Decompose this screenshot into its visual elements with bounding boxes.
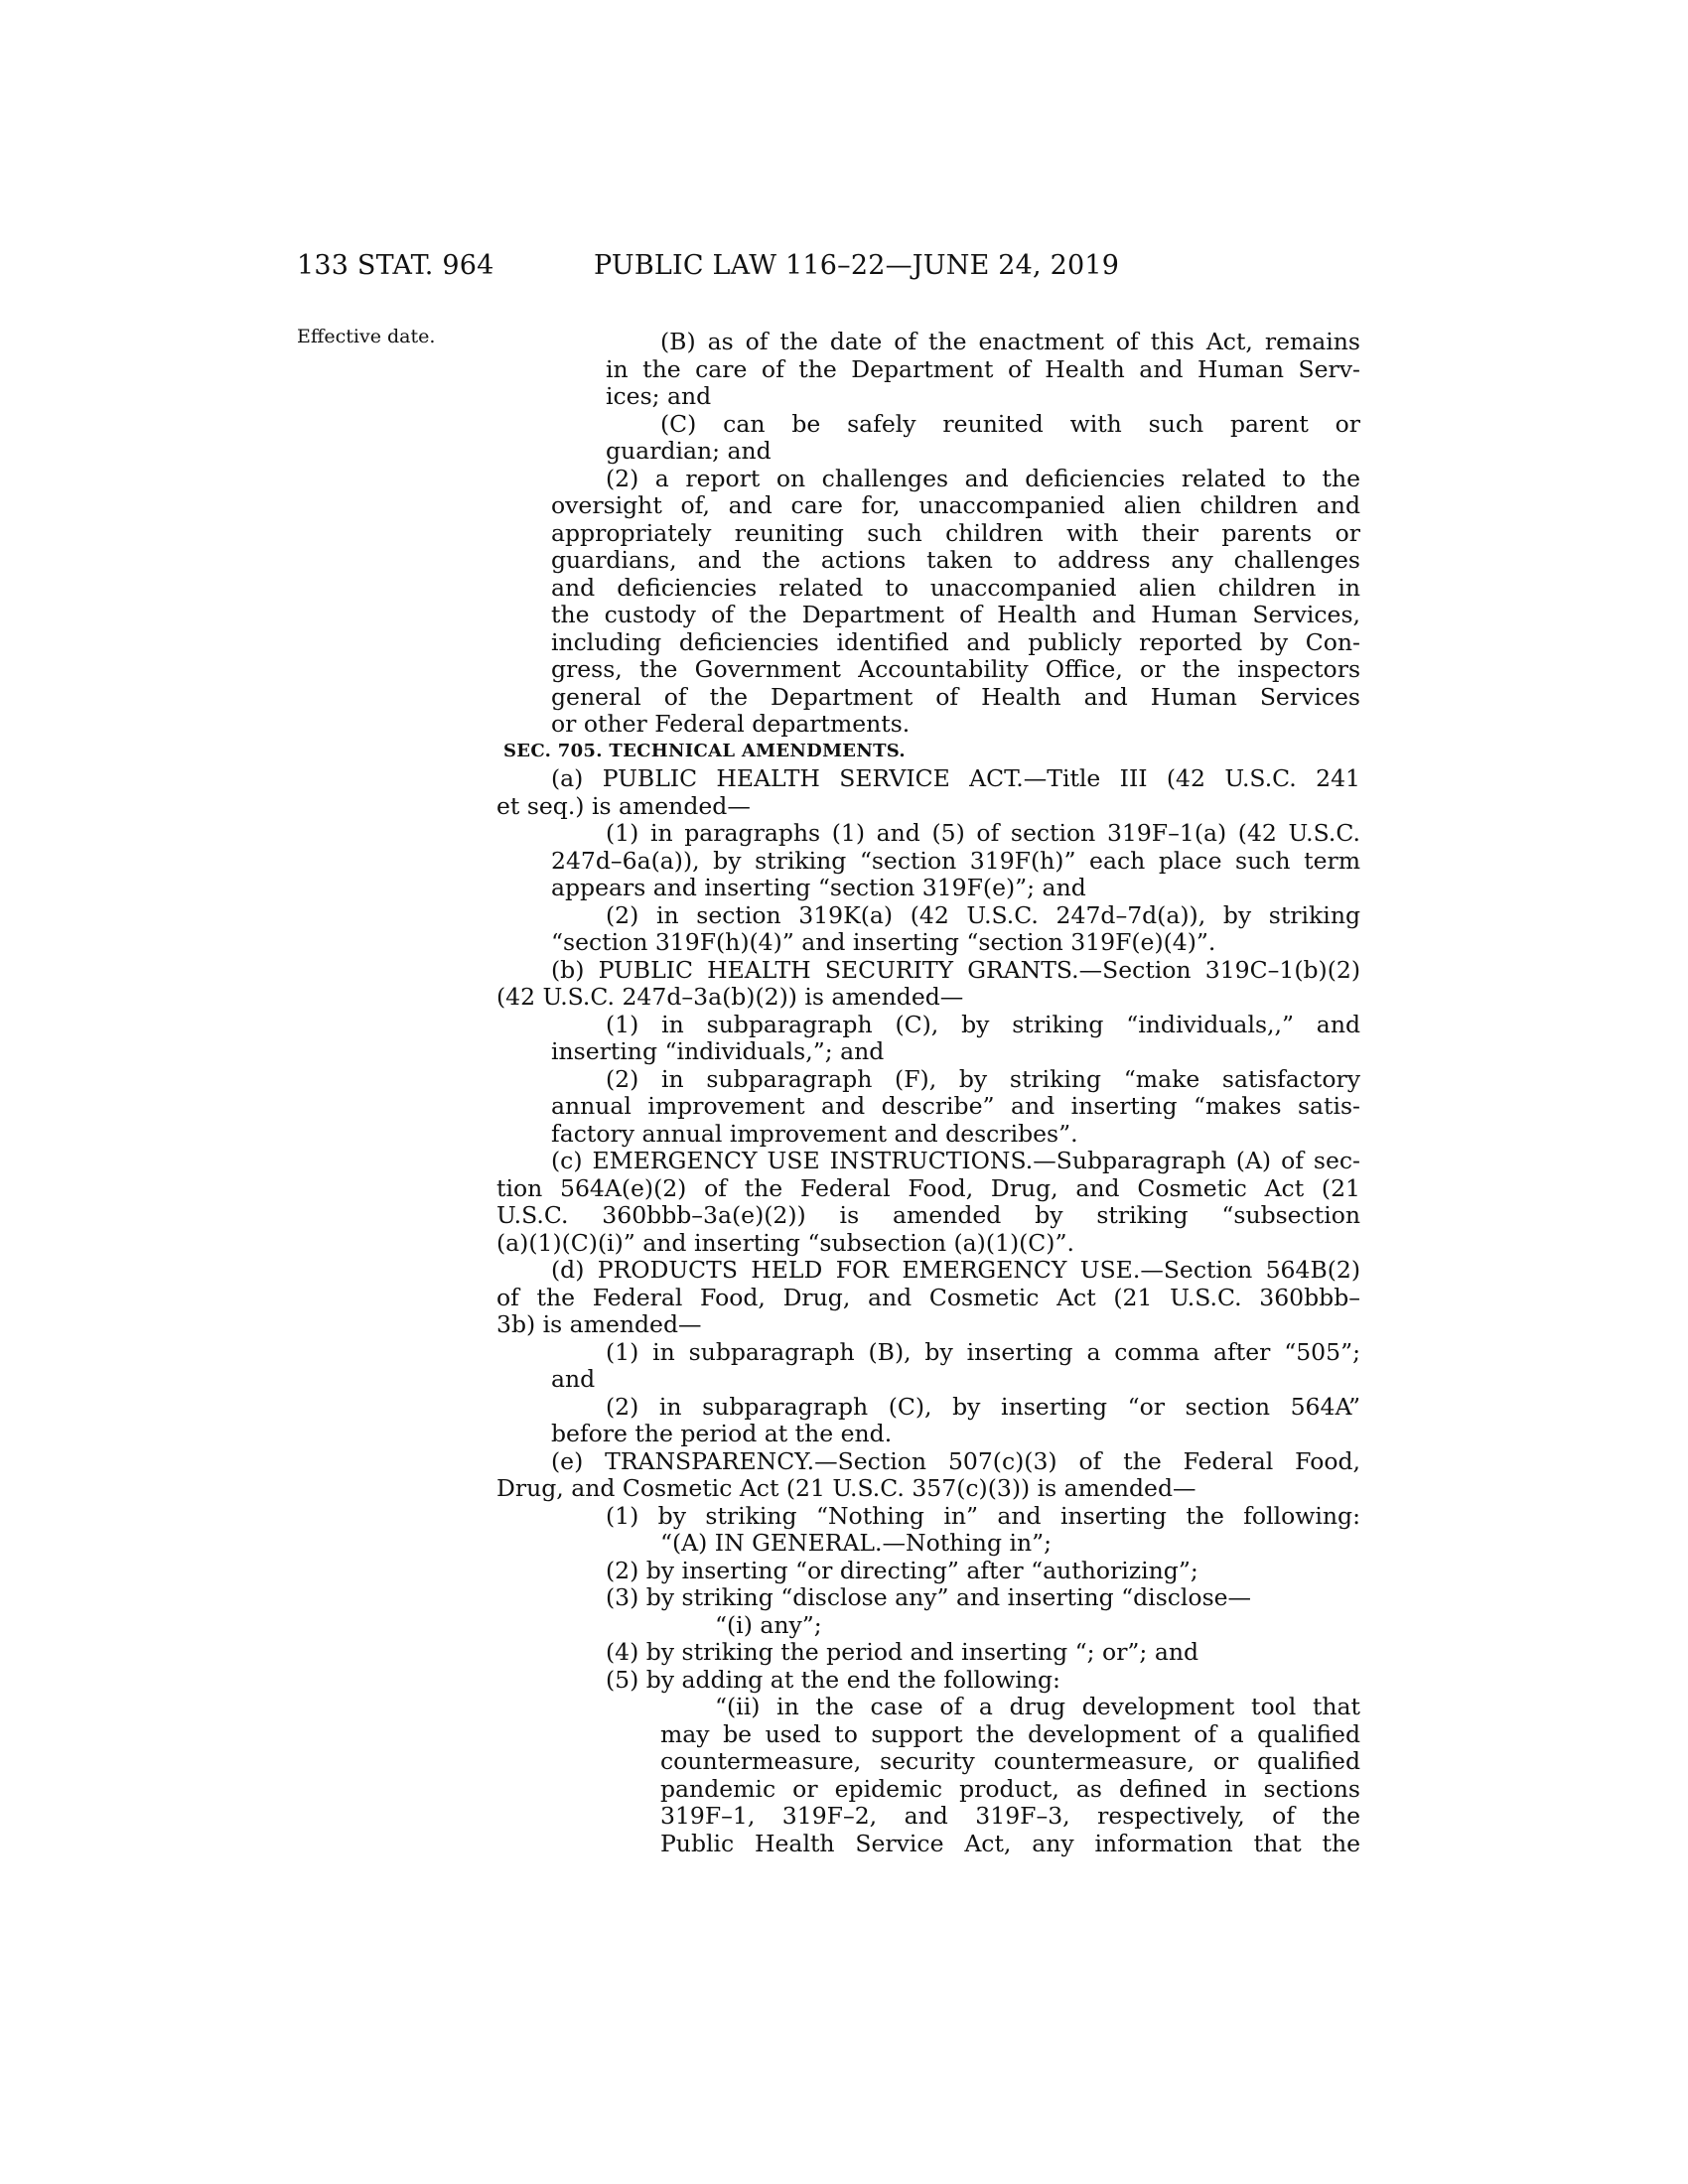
text-line: countermeasure, security countermeasure, or qualified — [660, 1747, 1360, 1775]
text-line: including deficiencies identified and publicly reported by Con- — [551, 627, 1360, 656]
text-line: (a) PUBLIC HEALTH SERVICE ACT.—Title III (42 U.S.C. 241 — [551, 764, 1360, 792]
text-line: (c) EMERGENCY USE INSTRUCTIONS.—Subparagraph (A) of sec- — [551, 1147, 1360, 1174]
text-line: ices; and — [606, 382, 712, 410]
text-line: (2) in subparagraph (C), by inserting “or section 564A” — [606, 1392, 1360, 1421]
text-line: 3b) is amended— — [496, 1310, 702, 1338]
text-line: annual improvement and describe” and inserting “makes satis- — [551, 1092, 1360, 1120]
text-line: (1) by striking “Nothing in” and inserting the following: — [606, 1501, 1360, 1530]
text-line: (B) as of the date of the enactment of this Act, remains — [660, 328, 1360, 355]
heading-smallcaps: PUBLIC HEALTH SERVICE ACT. — [602, 764, 1024, 792]
text-line: inserting “individuals,”; and — [551, 1037, 885, 1065]
text-line: (1) in paragraphs (1) and (5) of section 319F–1(a) (42 U.S.C. — [606, 819, 1360, 847]
heading-smallcaps: TRANSPARENCY. — [605, 1446, 815, 1475]
text-line: and deficiencies related to unaccompanied alien children in — [551, 573, 1360, 602]
page-citation: 133 STAT. 964 — [297, 250, 494, 281]
text-line: Public Health Service Act, any information that the — [660, 1829, 1360, 1857]
heading-smallcaps: PUBLIC HEALTH SECURITY GRANTS. — [598, 955, 1079, 984]
text-line: factory annual improvement and describes”. — [551, 1119, 1078, 1148]
text-line: (42 U.S.C. 247d–3a(b)(2)) is amended— — [496, 983, 964, 1011]
text-line: (1) in subparagraph (B), by inserting a comma after “505”; — [606, 1337, 1360, 1366]
text-line: tion 564A(e)(2) of the Federal Food, Drug, and Cosmetic Act (21 — [496, 1173, 1360, 1202]
text-line: pandemic or epidemic product, as defined in sections — [660, 1774, 1360, 1803]
text-line: (2) in section 319K(a) (42 U.S.C. 247d–7d(a)), by striking — [606, 900, 1360, 929]
text-line: (5) by adding at the end the following: — [606, 1665, 1060, 1694]
heading-smallcaps: PRODUCTS HELD FOR EMERGENCY USE. — [597, 1256, 1141, 1284]
text-line: (e) TRANSPARENCY.—Section 507(c)(3) of the Federal Food, — [551, 1446, 1361, 1475]
text-line: gress, the Government Accountability Office, or the inspectors — [551, 655, 1360, 683]
text-line: (b) PUBLIC HEALTH SECURITY GRANTS.—Section 319C–1(b)(2) — [551, 955, 1360, 984]
text-line: in the care of the Department of Health and Human Serv- — [606, 354, 1360, 383]
text-line: “(A) IN GENERAL.—Nothing in”; — [660, 1529, 1053, 1557]
running-title: PUBLIC LAW 116–22—JUNE 24, 2019 — [594, 250, 1120, 281]
heading-smallcaps: IN GENERAL. — [714, 1529, 883, 1557]
text-line: appears and inserting “section 319F(e)”; and — [551, 874, 1086, 901]
text-line: Drug, and Cosmetic Act (21 U.S.C. 357(c)(3)) is amended— — [496, 1474, 1196, 1502]
text-line: (C) can be safely reunited with such parent or — [660, 409, 1360, 438]
text-line: (1) in subparagraph (C), by striking “individuals,,” and — [606, 1010, 1360, 1038]
text-line: guardians, and the actions taken to address any challenges — [551, 546, 1360, 574]
text-line: (3) by striking “disclose any” and inserting “disclose— — [606, 1583, 1252, 1611]
text-line: the custody of the Department of Health and Human Services, — [551, 601, 1360, 628]
heading-smallcaps: EMERGENCY USE INSTRUCTIONS. — [592, 1147, 1034, 1174]
text-line: and — [551, 1365, 596, 1393]
text-line: “(ii) in the case of a drug development tool that — [715, 1693, 1360, 1720]
text-line: or other Federal departments. — [551, 710, 911, 738]
text-line: (2) by inserting “or directing” after “authorizing”; — [606, 1556, 1198, 1584]
text-line: (2) in subparagraph (F), by striking “make satisfactory — [606, 1064, 1360, 1093]
text-line: 247d–6a(a)), by striking “section 319F(h)” each place such term — [551, 846, 1360, 875]
section-heading: SEC. 705. TECHNICAL AMENDMENTS. — [503, 740, 906, 761]
text-line: “section 319F(h)(4)” and inserting “section 319F(e)(4)”. — [551, 928, 1216, 956]
text-line: appropriately reuniting such children with their parents or — [551, 518, 1360, 547]
text-line: et seq.) is amended— — [496, 791, 751, 820]
text-line: general of the Department of Health and Human Services — [551, 682, 1360, 711]
text-line: oversight of, and care for, unaccompanied alien children and — [551, 491, 1360, 519]
text-line: (4) by striking the period and inserting “; or”; and — [606, 1638, 1199, 1666]
text-line: guardian; and — [606, 437, 772, 465]
text-line: before the period at the end. — [551, 1420, 893, 1447]
text-line: “(i) any”; — [715, 1610, 822, 1639]
text-line: (a)(1)(C)(i)” and inserting “subsection (a)(1)(C)”. — [496, 1228, 1074, 1257]
text-line: may be used to support the development of a qualified — [660, 1719, 1360, 1748]
margin-note: Effective date. — [297, 326, 436, 347]
text-line: (d) PRODUCTS HELD FOR EMERGENCY USE.—Section 564B(2) — [551, 1256, 1360, 1284]
text-line: 319F–1, 319F–2, and 319F–3, respectively, of the — [660, 1802, 1360, 1830]
text-line: of the Federal Food, Drug, and Cosmetic Act (21 U.S.C. 360bbb– — [496, 1283, 1360, 1311]
text-line: (2) a report on challenges and deficiencies related to the — [606, 464, 1360, 492]
text-line: U.S.C. 360bbb–3a(e)(2)) is amended by striking “subsection — [496, 1201, 1360, 1229]
